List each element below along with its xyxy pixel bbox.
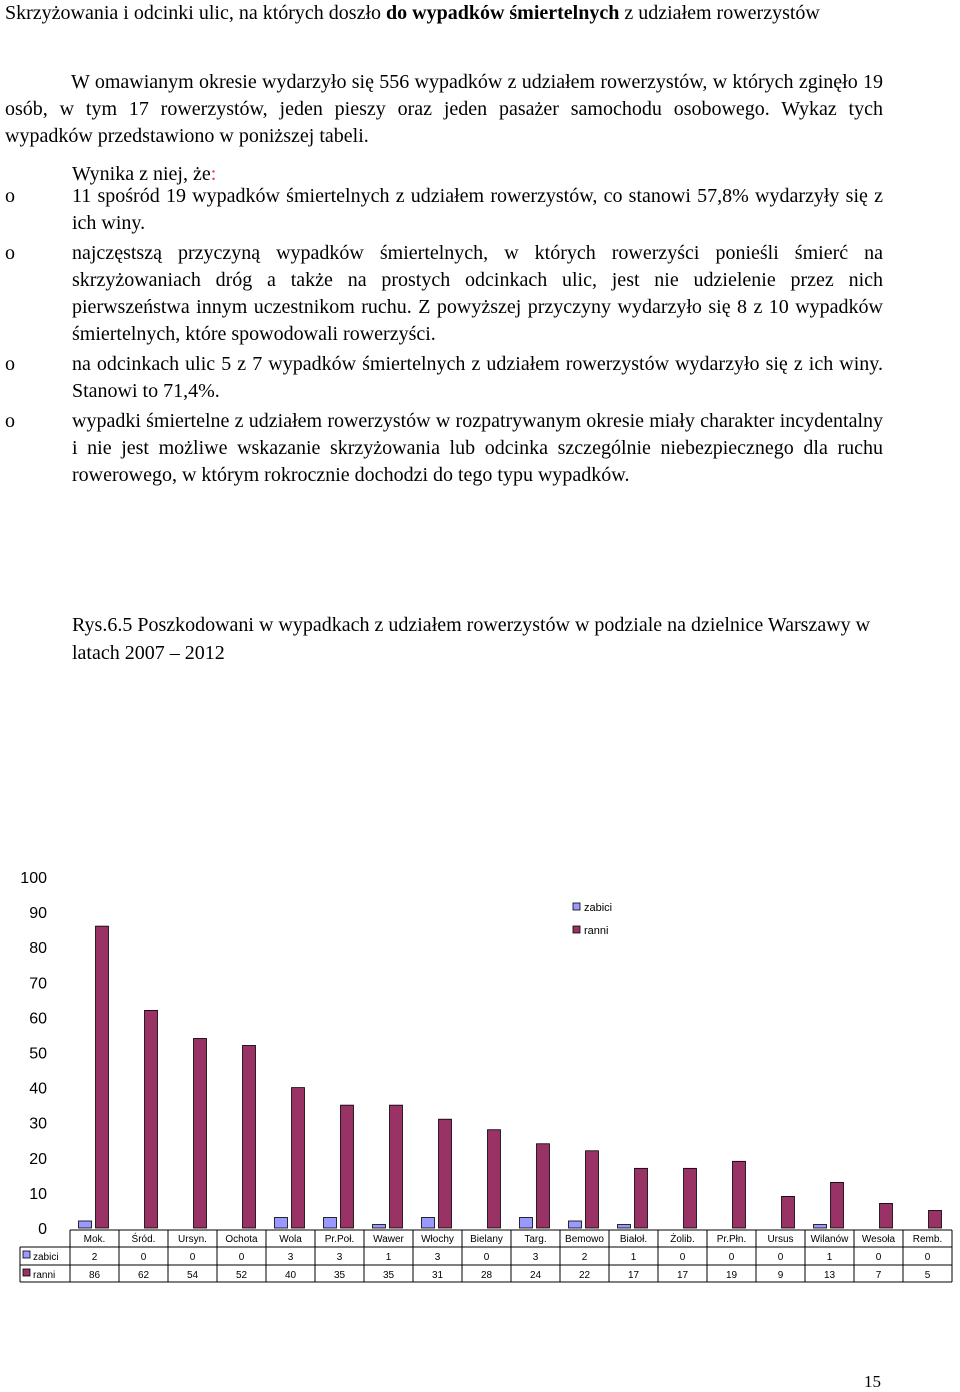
table-value-ranni: 5 — [924, 1270, 931, 1281]
y-tick-label: 0 — [38, 1221, 47, 1238]
table-value-zabici: 3 — [434, 1252, 441, 1263]
list-item-text: na odcinkach ulic 5 z 7 wypadków śmiertelnych z udziałem rowerzystów wydarzyło się z ich winy. Stanowi to 71,4%. — [72, 353, 883, 402]
bar-ranni — [243, 1045, 256, 1228]
bar-ranni — [733, 1161, 746, 1228]
list-item-text: wypadki śmiertelne z udziałem rowerzystów w rozpatrywanym okresie miały charakter incydentalny i nie jest możliwe wskazanie skrzyżowania lub odcinka szczególnie niebezpiecznego dla ruchu rowerowego, w którym rokrocznie dochodzi do tego typu wypadków. — [72, 410, 883, 486]
list-intro-text: Wynika z niej, że — [72, 163, 211, 185]
category-label: Pr.Płn. — [716, 1234, 747, 1245]
category-label: Żolib. — [670, 1234, 695, 1245]
table-value-ranni: 35 — [333, 1270, 346, 1281]
table-value-zabici: 0 — [238, 1252, 245, 1263]
list-item-text: najczęstszą przyczyną wypadków śmiertelnych, w których rowerzyści ponieśli śmierć na skrzyżowaniach dróg a także na prostych odcinkach ulic, jest nie udzielenie przez nich pierwszeństwa innym uczestnikom ruchu. Z powyższej przyczyny wydarzyło się 8 z 10 wypadków śmiertelnych, które spowodowali rowerzyści. — [72, 242, 883, 345]
table-value-ranni: 17 — [627, 1270, 640, 1281]
table-value-ranni: 54 — [186, 1270, 199, 1281]
table-value-zabici: 1 — [385, 1252, 392, 1263]
bar-ranni — [880, 1203, 893, 1228]
page-number: 15 — [864, 1372, 881, 1391]
y-tick-label: 90 — [29, 905, 47, 923]
bar-zabici — [618, 1224, 631, 1228]
category-label: Ursyn. — [178, 1234, 207, 1245]
table-value-zabici: 0 — [728, 1252, 735, 1263]
bar-zabici — [520, 1217, 533, 1228]
bar-zabici — [79, 1221, 92, 1228]
table-value-ranni: 13 — [823, 1270, 836, 1281]
bar-zabici — [373, 1224, 386, 1228]
table-value-ranni: 31 — [431, 1270, 444, 1281]
bullet-marker: o — [5, 410, 15, 432]
bar-ranni — [390, 1105, 403, 1228]
category-label: Mok. — [83, 1234, 106, 1245]
bar-ranni — [145, 1010, 158, 1228]
category-label: Targ. — [524, 1234, 547, 1245]
bar-ranni — [439, 1119, 452, 1228]
bar-ranni — [341, 1105, 354, 1228]
y-tick-label: 10 — [29, 1185, 47, 1203]
category-label: Bemowo — [565, 1234, 604, 1245]
table-value-ranni: 35 — [382, 1270, 395, 1281]
table-value-ranni: 24 — [529, 1270, 542, 1281]
table-value-ranni: 22 — [578, 1270, 591, 1281]
table-value-zabici: 0 — [924, 1252, 931, 1263]
summary-text-table-ref: Wykaz tych wypadków przedstawiono w poniższej tabeli. — [5, 98, 883, 147]
list-item-text: 11 spośród 19 wypadków śmiertelnych z udziałem rowerzystów, co stanowi 57,8% wydarzyły się z ich winy. — [72, 185, 883, 234]
table-value-ranni: 17 — [676, 1270, 689, 1281]
table-value-zabici: 0 — [140, 1252, 147, 1263]
bar-ranni — [488, 1130, 501, 1228]
bar-zabici — [569, 1221, 582, 1228]
bar-ranni — [635, 1168, 648, 1228]
bullet-marker: o — [5, 242, 15, 264]
row-label-ranni: ranni — [33, 1270, 56, 1281]
bullet-marker: o — [5, 353, 15, 375]
bar-ranni — [684, 1168, 697, 1228]
row-label-zabici: zabici — [33, 1252, 59, 1263]
bar-ranni — [194, 1038, 207, 1228]
y-tick-label: 60 — [29, 1010, 47, 1028]
category-label: Ursus — [767, 1234, 794, 1245]
bar-ranni — [292, 1088, 305, 1228]
bar-ranni — [537, 1144, 550, 1228]
summary-text: W omawianym okresie wydarzyło się 556 wypadków z udziałem rowerzystów, w których zginęło 19 osób, w tym 17 rowerzystów, jeden pieszy oraz jeden pasażer samochodu osobowego. — [5, 71, 883, 120]
list-intro-colon: : — [210, 163, 217, 185]
category-label: Białoł. — [619, 1234, 648, 1245]
table-value-zabici: 0 — [483, 1252, 490, 1263]
legend-label-ranni: ranni — [584, 925, 609, 937]
bar-ranni — [929, 1210, 942, 1228]
legend-key-ranni — [23, 1269, 30, 1276]
table-value-zabici: 2 — [91, 1252, 98, 1263]
bar-zabici — [275, 1217, 288, 1228]
list-item — [5, 408, 883, 489]
bar-ranni — [831, 1182, 844, 1228]
table-value-ranni: 40 — [284, 1270, 297, 1281]
category-label: Pr.Poł. — [324, 1234, 355, 1245]
findings-list — [5, 183, 883, 492]
table-value-ranni: 7 — [875, 1270, 882, 1281]
bar-zabici — [324, 1217, 337, 1228]
legend-key-zabici — [23, 1251, 30, 1258]
heading-text: Skrzyżowania i odcinki ulic, na których doszło — [5, 2, 387, 24]
y-tick-label: 40 — [29, 1080, 47, 1098]
table-value-ranni: 28 — [480, 1270, 493, 1281]
table-value-ranni: 52 — [235, 1270, 248, 1281]
heading-text-end: z udziałem rowerzystów — [619, 2, 820, 24]
list-item — [5, 183, 883, 237]
y-tick-label: 30 — [29, 1115, 47, 1133]
category-label: Włochy — [421, 1234, 454, 1245]
table-value-zabici: 3 — [532, 1252, 539, 1263]
legend-swatch-zabici — [573, 903, 580, 910]
bar-ranni — [782, 1196, 795, 1228]
table-value-ranni: 19 — [725, 1270, 738, 1281]
table-value-ranni: 9 — [777, 1270, 784, 1281]
category-label: Bielany — [470, 1234, 503, 1245]
y-tick-label: 70 — [29, 975, 47, 993]
category-label: Wilanów — [810, 1234, 849, 1245]
table-value-zabici: 0 — [189, 1252, 196, 1263]
table-value-zabici: 2 — [581, 1252, 588, 1263]
list-item — [5, 240, 883, 348]
y-tick-label: 100 — [20, 870, 47, 887]
y-tick-label: 80 — [29, 940, 47, 958]
bar-zabici — [422, 1217, 435, 1228]
category-label: Ochota — [225, 1234, 258, 1245]
legend-swatch-ranni — [573, 926, 580, 933]
bar-zabici — [814, 1224, 827, 1228]
heading-bold-text: do wypadków śmiertelnych — [386, 2, 620, 24]
table-value-ranni: 86 — [88, 1270, 101, 1281]
table-value-zabici: 1 — [826, 1252, 833, 1263]
table-value-zabici: 1 — [630, 1252, 637, 1263]
bullet-marker: o — [5, 185, 15, 207]
table-value-zabici: 0 — [679, 1252, 686, 1263]
category-label: Wawer — [373, 1234, 404, 1245]
category-label: Remb. — [912, 1234, 943, 1245]
category-label: Wesoła — [861, 1234, 896, 1245]
table-value-zabici: 0 — [777, 1252, 784, 1263]
table-value-zabici: 3 — [336, 1252, 343, 1263]
table-value-zabici: 0 — [875, 1252, 882, 1263]
bar-ranni — [96, 926, 109, 1228]
list-item — [5, 351, 883, 405]
casualties-bar-chart — [0, 860, 960, 1290]
figure-caption: Rys.6.5 Poszkodowani w wypadkach z udziałem rowerzystów w podziale na dzielnice Warszawy w latach 2007 – 2012 — [72, 614, 871, 664]
category-label: Śród. — [131, 1234, 156, 1245]
y-tick-label: 50 — [29, 1045, 47, 1063]
table-value-zabici: 3 — [287, 1252, 294, 1263]
bar-ranni — [586, 1151, 599, 1228]
category-label: Wola — [279, 1234, 302, 1245]
summary-paragraph — [5, 69, 883, 150]
legend-label-zabici: zabici — [584, 902, 613, 914]
y-tick-label: 20 — [29, 1150, 47, 1168]
section-heading — [5, 0, 950, 27]
table-value-ranni: 62 — [137, 1270, 150, 1281]
